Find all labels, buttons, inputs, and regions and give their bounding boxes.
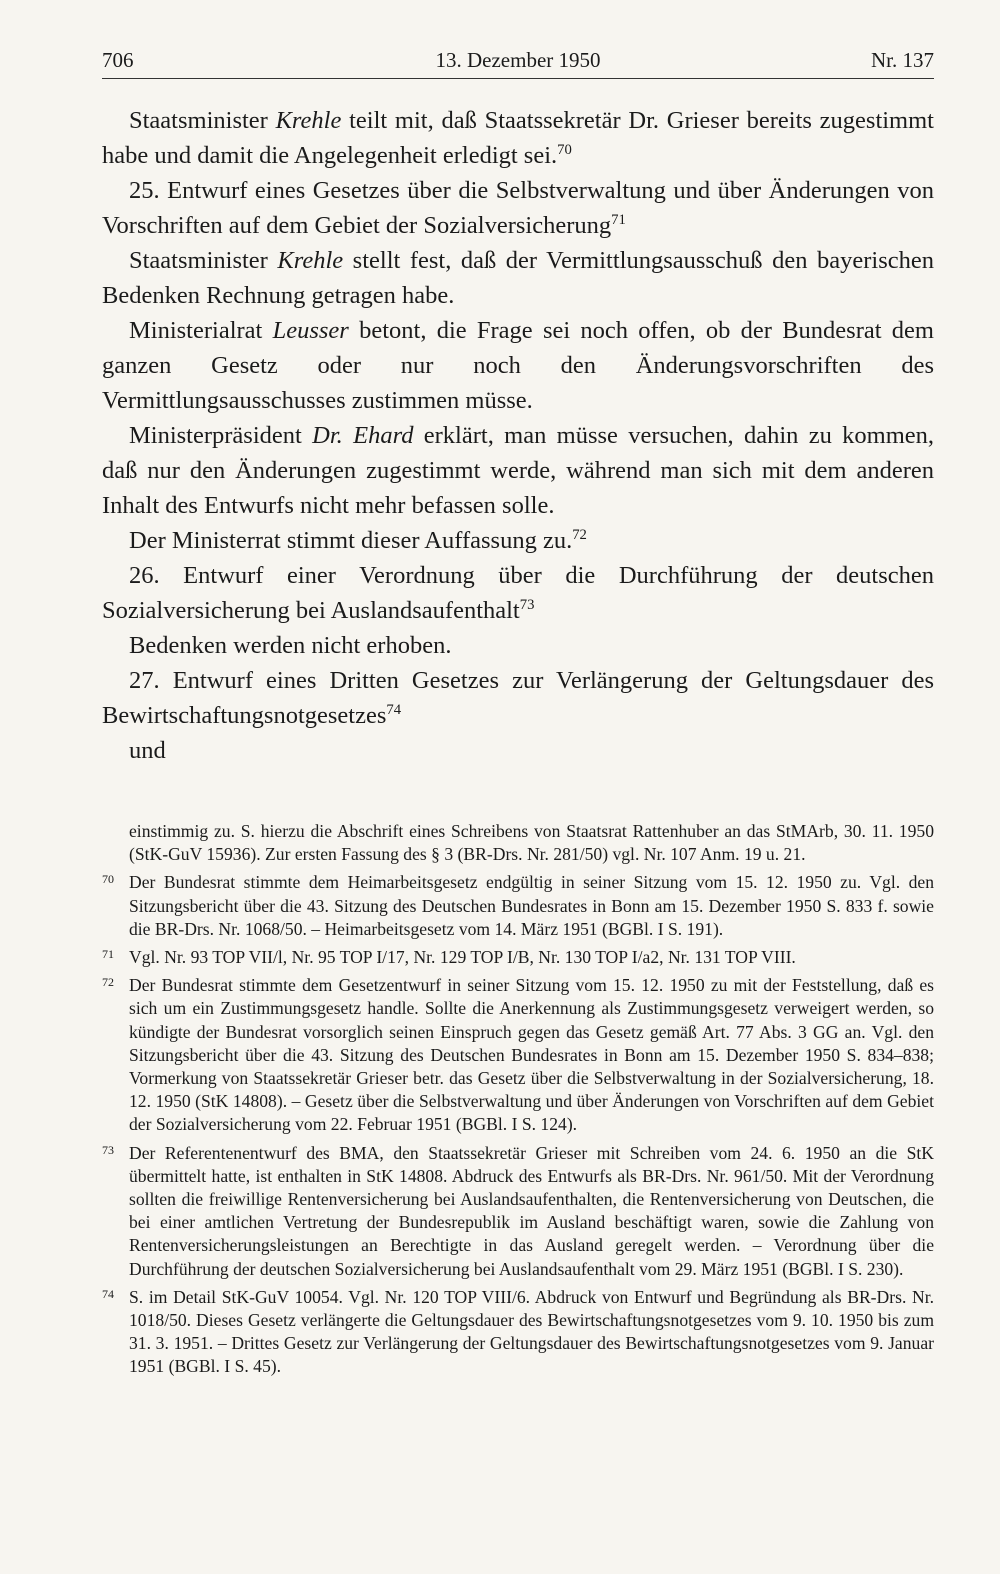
paragraph: Ministerialrat Leusser betont, die Frage sei noch offen, ob der Bundesrat dem ganzen Gesetz oder nur noch den Änderungsvorschriften des Vermittlungsausschusses zustimmen müsse. (102, 317, 934, 414)
speaker-name: Leusser (272, 317, 349, 344)
header-issue: Nr. 137 (871, 48, 934, 72)
agenda-item: 27. Entwurf eines Dritten Gesetzes zur Verlängerung der Geltungsdauer des Bewirtschaftungsnotgesetzes$^{74}$ (102, 667, 934, 729)
footnote-number: 74 (102, 1286, 114, 1301)
footnote: 73 Der Referentenentwurf des BMA, den Staatssekretär Grieser mit Schreiben vom 24. 6. 1950 an die StK übermittelt hatte, ist enthalten in StK 14808. Abdruck des Entwurfs als BR-Drs. Nr. 961/50. Mit der Verordnung sollten die freiwillige Rentenversicherung bei Auslandsaufenthalten, die Rentenversicherung von Deutschen, die bei einer amtlichen Vertretung der Bundesrepublik im Ausland beschäftigt waren, sowie die Zahlung von Rentenversicherungsleistungen an Berechtigte in das Ausland geregelt werden. – Verordnung über die Durchführung der deutschen Sozialversicherung bei Auslandsaufenthalt vom 29. März 1951 (BGBl. I S. 230). (102, 1142, 934, 1281)
main-text (102, 103, 934, 768)
speaker-name: Krehle (277, 247, 344, 274)
speaker-name: Dr. Ehard (312, 422, 414, 449)
note-ref: 73 (519, 596, 535, 613)
paragraph: und (129, 737, 166, 764)
footnote: 70 Der Bundesrat stimmte dem Heimarbeitsgesetz endgültig in seiner Sitzung vom 15. 12. 1950 zu. Vgl. den Sitzungsbericht über die 43. Sitzung des Deutschen Bundesrates in Bonn am 15. Dezember 1950 S. 833 f. sowie die BR-Drs. Nr. 1068/50. – Heimarbeitsgesetz vom 14. März 1951 (BGBl. I S. 191). (102, 871, 934, 941)
note-ref: 71 (611, 211, 626, 228)
footnote-number: 73 (102, 1142, 114, 1157)
footnote: 74 S. im Detail StK-GuV 10054. Vgl. Nr. 120 TOP VIII/6. Abdruck von Entwurf und Begründung als BR-Drs. Nr. 1018/50. Dieses Gesetz verlängerte die Geltungsdauer des Bewirtschaftungsnotgesetzes vom 9. 10. 1950 bis zum 31. 3. 1951. – Drittes Gesetz zur Verlängerung der Geltungsdauer des Bewirtschaftungsnotgesetzes vom 9. Januar 1951 (BGBl. I S. 45). (102, 1286, 934, 1379)
page (102, 40, 934, 1384)
note-ref: 70 (557, 141, 572, 158)
paragraph: Staatsminister Krehle teilt mit, daß Staatssekretär Dr. Grieser bereits zugestimmt habe und damit die Angelegenheit erledigt sei.$^{70}$ (102, 107, 934, 169)
footnote: 72 Der Bundesrat stimmte dem Gesetzentwurf in seiner Sitzung vom 15. 12. 1950 zu mit der Feststellung, daß es sich um ein Zustimmungsgesetz handle. Sollte die Anerkennung als Zustimmungsgesetz verweigert werden, so kündigte der Bundesrat vorsorglich seinen Einspruch gegen das Gesetz gemäß Art. 77 Abs. 3 GG an. Vgl. den Sitzungsbericht über die 43. Sitzung des Deutschen Bundesrates in Bonn am 15. Dezember 1950 S. 834–838; Vormerkung von Staatssekretär Grieser betr. das Gesetz über die Selbstverwaltung in der Sozialversicherung, 18. 12. 1950 (StK 14808). – Gesetz über die Selbstverwaltung und über Änderungen von Vorschriften auf dem Gebiet der Sozialversicherung vom 22. Februar 1951 (BGBl. I S. 124). (102, 974, 934, 1136)
paragraph: Bedenken werden nicht erhoben. (129, 632, 452, 659)
agenda-item: 25. Entwurf eines Gesetzes über die Selbstverwaltung und über Änderungen von Vorschriften auf dem Gebiet der Sozialversicherung$^{71}$ (102, 177, 934, 239)
speaker-name: Krehle (275, 107, 342, 134)
footnote: 71 Vgl. Nr. 93 TOP VII/l, Nr. 95 TOP I/17, Nr. 129 TOP I/B, Nr. 130 TOP I/a2, Nr. 131 TOP VIII. (102, 946, 934, 969)
paragraph: Der Ministerrat stimmt dieser Auffassung zu.$^{72}$ (129, 526, 587, 554)
running-header (102, 40, 934, 79)
footnote-number: 72 (102, 975, 114, 990)
paragraph: Staatsminister Krehle stellt fest, daß der Vermittlungsausschuß den bayerischen Bedenken Rechnung getragen habe. (102, 247, 934, 309)
header-date: 13. Dezember 1950 (435, 48, 601, 72)
footnotes (102, 820, 934, 1379)
note-ref: 72 (572, 526, 587, 543)
page-number: 706 (102, 48, 134, 72)
footnote-number: 70 (102, 872, 114, 887)
note-ref: 74 (386, 701, 402, 718)
footnote-number: 71 (102, 947, 114, 962)
agenda-item: 26. Entwurf einer Verordnung über die Durchführung der deutschen Sozialversicherung bei Auslandsaufenthalt$^{73}$ (102, 562, 934, 624)
paragraph: Ministerpräsident Dr. Ehard erklärt, man müsse versuchen, dahin zu kommen, daß nur den Änderungen zugestimmt werde, während man sich mit dem anderen Inhalt des Entwurfs nicht mehr befassen solle. (102, 422, 934, 519)
footnote-continuation: einstimmig zu. S. hierzu die Abschrift eines Schreibens von Staatsrat Rattenhuber an das StMArb, 30. 11. 1950 (StK-GuV 15936). Zur ersten Fassung des § 3 (BR-Drs. Nr. 281/50) vgl. Nr. 107 Anm. 19 u. 21. (129, 821, 934, 865)
